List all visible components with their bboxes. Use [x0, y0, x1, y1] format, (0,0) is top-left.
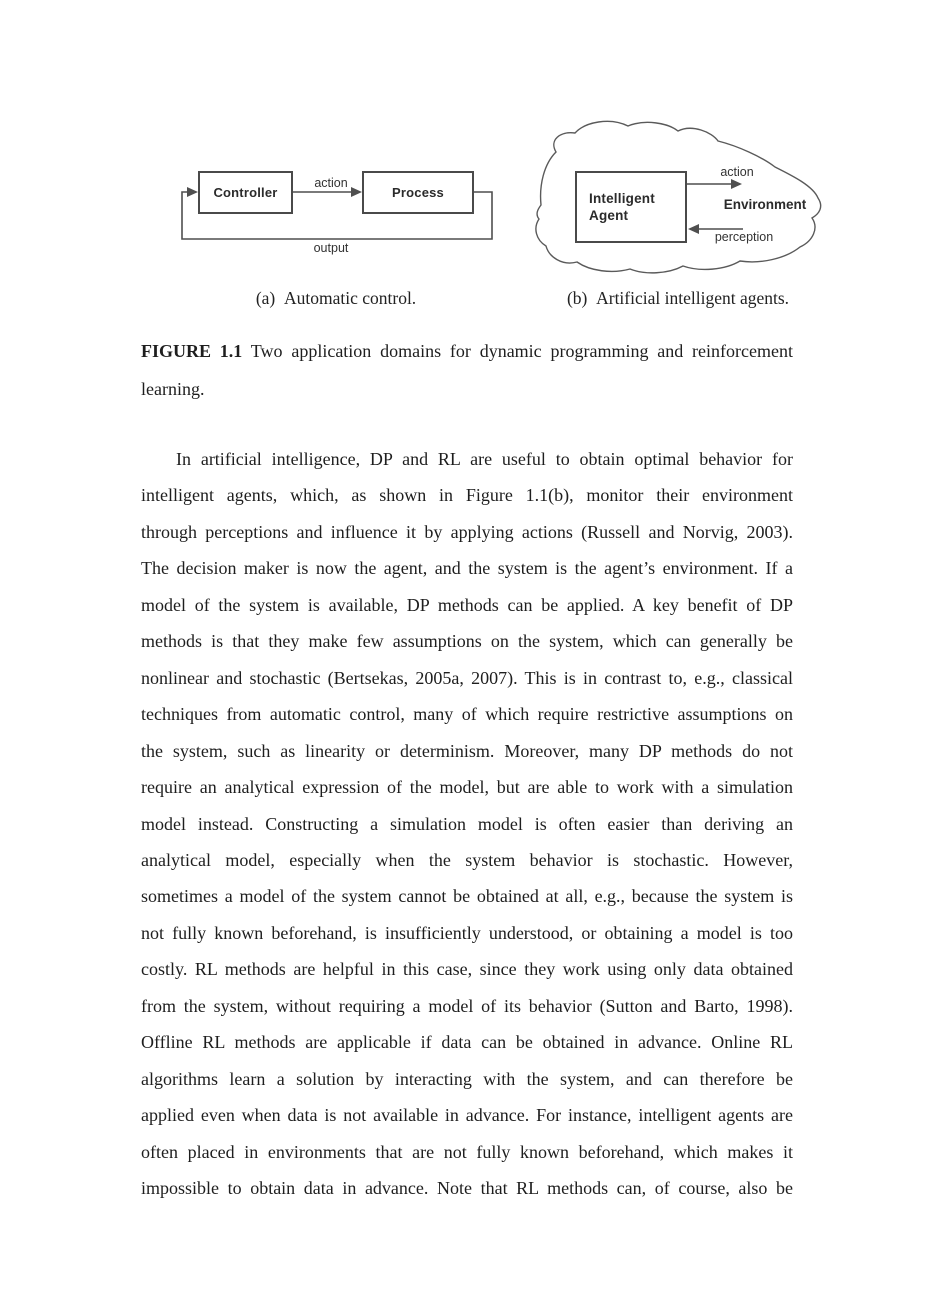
figure-caption	[141, 333, 793, 408]
controller-label: Controller	[213, 185, 278, 200]
output-label: output	[313, 241, 349, 255]
text-line: through perceptions and influence it by applying actions (Russell and Norvig, 2003).	[141, 521, 793, 542]
figure-caption-text: Two application domains for dynamic programming and reinforcement	[250, 341, 793, 361]
figure-caption-label: FIGURE 1.1	[141, 341, 243, 361]
subcaption-a: (a) Automatic control.	[255, 288, 417, 308]
figure-caption-line2: learning.	[141, 378, 205, 399]
text-line: impossible to obtain data in advance. Note that RL methods can, of course, also be	[141, 1178, 793, 1199]
text-line: algorithms learn a solution by interacting with the system, and can therefore be	[141, 1068, 793, 1089]
text-line: often placed in environments that are not fully known beforehand, which makes it	[141, 1141, 793, 1162]
environment-label: Environment	[723, 197, 807, 212]
text-line: Offline RL methods are applicable if data can be obtained in advance. Online RL	[141, 1032, 793, 1053]
process-box	[362, 171, 474, 214]
text-line: techniques from automatic control, many of which require restrictive assumptions on	[141, 704, 793, 725]
action-label-b: action	[720, 165, 754, 179]
figure-1-1-diagrams	[0, 0, 925, 330]
subcaption-b: (b) Artificial intelligent agents.	[566, 288, 790, 308]
agent-label-line2: Agent	[589, 208, 629, 223]
text-line: applied even when data is not available in advance. For instance, intelligent agents are	[141, 1105, 793, 1126]
text-line: costly. RL methods are helpful in this case, since they work using only data obtained	[141, 959, 793, 980]
controller-box	[198, 171, 293, 214]
figure-caption-line1	[141, 333, 793, 371]
agent-label-line1: Intelligent	[589, 191, 655, 206]
text-line: analytical model, especially when the system behavior is stochastic. However,	[141, 849, 793, 870]
text-line: the system, such as linearity or determinism. Moreover, many DP methods do not	[141, 740, 793, 761]
text-line: model of the system is available, DP methods can be applied. A key benefit of DP	[141, 594, 793, 615]
text-line: require an analytical expression of the model, but are able to work with a simulation	[141, 777, 793, 798]
text-line: In artificial intelligence, DP and RL are useful to obtain optimal behavior for	[176, 449, 793, 469]
action-arrow-b	[687, 179, 742, 189]
text-line: nonlinear and stochastic (Bertsekas, 2005a, 2007). This is in contrast to, e.g., classical	[141, 667, 793, 688]
body-paragraph	[141, 441, 793, 1207]
text-line: not fully known beforehand, is insufficiently understood, or obtaining a model is too	[141, 922, 793, 943]
perception-label: perception	[714, 230, 774, 244]
text-line: model instead. Constructing a simulation model is often easier than deriving an	[141, 813, 793, 834]
action-label-a: action	[314, 176, 348, 190]
text-line: intelligent agents, which, as shown in Figure 1.1(b), monitor their environment	[141, 485, 793, 506]
text-line: methods is that they make few assumptions on the system, which can generally be	[141, 631, 793, 652]
text-line: The decision maker is now the agent, and the system is the agent’s environment. If a	[141, 558, 793, 579]
text-line: sometimes a model of the system cannot be obtained at all, e.g., because the system is	[141, 886, 793, 907]
process-label: Process	[392, 185, 444, 200]
text-line: from the system, without requiring a model of its behavior (Sutton and Barto, 1998).	[141, 995, 793, 1016]
intelligent-agent-box	[575, 171, 687, 243]
